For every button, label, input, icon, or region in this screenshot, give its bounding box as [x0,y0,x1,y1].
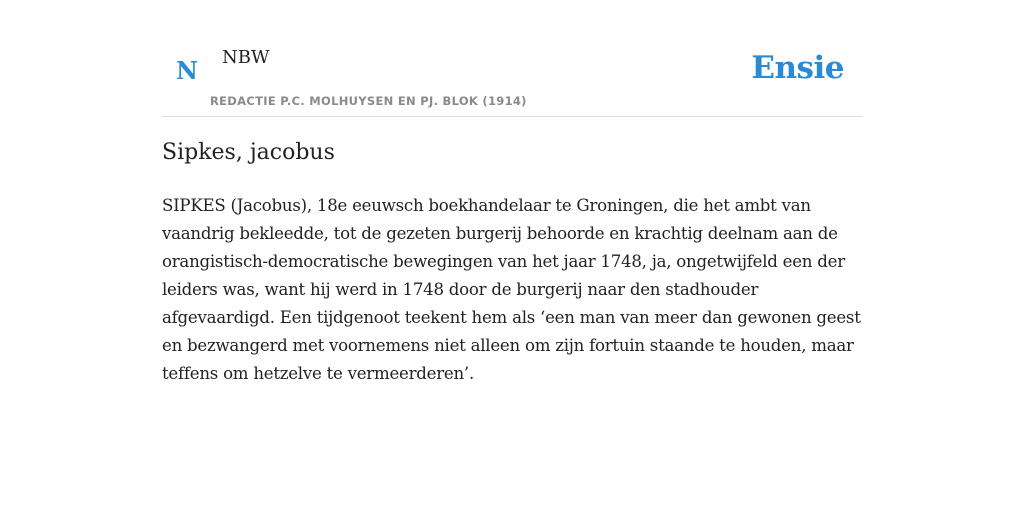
source-logo[interactable]: N [176,56,198,85]
source-editors: REDACTIE P.C. MOLHUYSEN EN PJ. BLOK (1914) [210,94,527,108]
source-name: NBW [222,47,270,68]
entry-title: Sipkes, jacobus [162,140,335,165]
ensie-logo[interactable]: Ensie [751,50,844,86]
entry-body: SIPKES (Jacobus), 18e eeuwsch boekhandelaar te Groningen, die het ambt van vaandrig bekleedde, tot de gezeten burgerij behoorde en krachtig deelnam aan de orangistisch-democratische bewegingen van het jaar 1748, ja, ongetwijfeld een der leiders was, want hij werd in 1748 door de burgerij naar den stadhouder afgevaardigd. Een tijdgenoot teekent hem als ‘een man van meer dan gewonen geest en bezwangerd met voornemens niet alleen om zijn fortuin staande te houden, maar teffens om hetzelve te vermeerderen’. [162,196,861,383]
source-header [162,38,862,117]
